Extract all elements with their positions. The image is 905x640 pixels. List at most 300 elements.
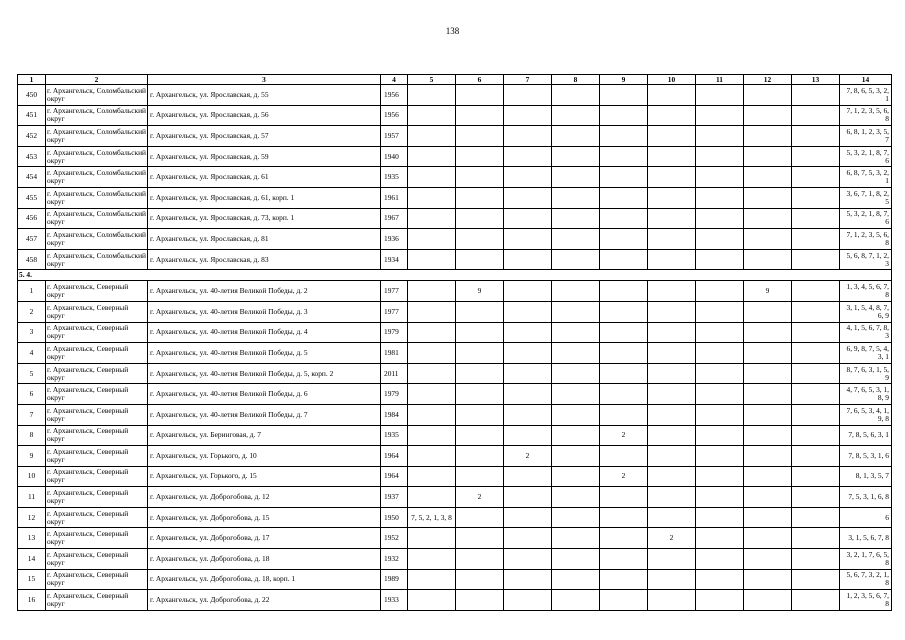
col6-cell (456, 549, 504, 570)
row-number: 14 (18, 549, 46, 570)
col11-cell (696, 507, 744, 528)
col7-cell (504, 187, 552, 208)
row-number: 453 (18, 146, 46, 167)
row-number: 8 (18, 425, 46, 446)
col10-cell (648, 301, 696, 322)
col8-cell (552, 229, 600, 250)
year-cell: 1979 (381, 322, 408, 343)
row-number: 10 (18, 466, 46, 487)
col13-cell (792, 146, 840, 167)
col8-cell (552, 126, 600, 147)
address-cell: г. Архангельск, ул. Ярославская, д. 59 (148, 146, 381, 167)
col6-cell (456, 249, 504, 270)
col14-cell: 8, 7, 6, 3, 1, 5, 9 (840, 363, 892, 384)
col6-cell (456, 85, 504, 106)
col13-cell (792, 590, 840, 611)
col7-cell (504, 507, 552, 528)
col11-cell (696, 281, 744, 302)
col-header: 13 (792, 75, 840, 85)
col-header: 4 (381, 75, 408, 85)
col-header: 7 (504, 75, 552, 85)
col-header: 12 (744, 75, 792, 85)
district-cell: г. Архангельск, Северный округ (46, 343, 148, 364)
col6-cell (456, 446, 504, 467)
col9-cell (600, 281, 648, 302)
col11-cell (696, 425, 744, 446)
row-number: 457 (18, 229, 46, 250)
row-number: 454 (18, 167, 46, 188)
col5-cell (408, 126, 456, 147)
col12-cell (744, 363, 792, 384)
district-cell: г. Архангельск, Северный округ (46, 507, 148, 528)
col8-cell (552, 487, 600, 508)
col7-cell (504, 105, 552, 126)
col6-cell (456, 105, 504, 126)
address-cell: г. Архангельск, ул. Ярославская, д. 83 (148, 249, 381, 270)
row-number: 6 (18, 384, 46, 405)
row-number: 13 (18, 528, 46, 549)
table-row (18, 343, 892, 364)
col12-cell (744, 528, 792, 549)
year-cell: 1957 (381, 126, 408, 147)
col10-cell (648, 146, 696, 167)
col12-cell (744, 249, 792, 270)
col14-cell: 6, 9, 8, 7, 5, 4, 3, 1 (840, 343, 892, 364)
address-cell: г. Архангельск, ул. Ярославская, д. 73, корп. 1 (148, 208, 381, 229)
col8-cell (552, 569, 600, 590)
year-cell: 1967 (381, 208, 408, 229)
year-cell: 1934 (381, 249, 408, 270)
address-cell: г. Архангельск, ул. Ярославская, д. 55 (148, 85, 381, 106)
district-cell: г. Архангельск, Соломбальский округ (46, 85, 148, 106)
address-cell: г. Архангельск, ул. Доброгобова, д. 18 (148, 549, 381, 570)
col6-cell: 2 (456, 487, 504, 508)
col9-cell (600, 85, 648, 106)
col10-cell (648, 363, 696, 384)
col5-cell (408, 146, 456, 167)
row-number: 4 (18, 343, 46, 364)
col7-cell (504, 208, 552, 229)
col12-cell (744, 301, 792, 322)
col10-cell (648, 507, 696, 528)
col11-cell (696, 404, 744, 425)
col6-cell (456, 363, 504, 384)
year-cell: 1981 (381, 343, 408, 364)
col9-cell (600, 343, 648, 364)
col11-cell (696, 590, 744, 611)
col7-cell (504, 343, 552, 364)
col7-cell (504, 404, 552, 425)
col5-cell (408, 208, 456, 229)
address-cell: г. Архангельск, ул. 40-летия Великой Победы, д. 6 (148, 384, 381, 405)
col7-cell (504, 363, 552, 384)
table-row (18, 301, 892, 322)
row-number: 3 (18, 322, 46, 343)
col10-cell (648, 281, 696, 302)
address-cell: г. Архангельск, ул. 40-летия Великой Победы, д. 7 (148, 404, 381, 425)
address-cell: г. Архангельск, ул. Доброгобова, д. 12 (148, 487, 381, 508)
district-cell: г. Архангельск, Соломбальский округ (46, 208, 148, 229)
district-cell: г. Архангельск, Соломбальский округ (46, 229, 148, 250)
col10-cell (648, 569, 696, 590)
col6-cell (456, 384, 504, 405)
col8-cell (552, 85, 600, 106)
col5-cell (408, 322, 456, 343)
col14-cell: 1, 3, 4, 5, 6, 7, 8 (840, 281, 892, 302)
col7-cell (504, 146, 552, 167)
col14-cell: 5, 3, 2, 1, 8, 7, 6 (840, 208, 892, 229)
col12-cell (744, 507, 792, 528)
col9-cell (600, 549, 648, 570)
col5-cell (408, 446, 456, 467)
col13-cell (792, 425, 840, 446)
col12-cell (744, 322, 792, 343)
col11-cell (696, 85, 744, 106)
col11-cell (696, 322, 744, 343)
col14-cell: 3, 2, 1, 7, 6, 5, 8 (840, 549, 892, 570)
row-number: 15 (18, 569, 46, 590)
district-cell: г. Архангельск, Соломбальский округ (46, 249, 148, 270)
col9-cell (600, 187, 648, 208)
col7-cell (504, 167, 552, 188)
year-cell: 1952 (381, 528, 408, 549)
col6-cell (456, 528, 504, 549)
address-cell: г. Архангельск, ул. Доброгобова, д. 18, корп. 1 (148, 569, 381, 590)
col-header: 14 (840, 75, 892, 85)
col8-cell (552, 507, 600, 528)
col13-cell (792, 507, 840, 528)
col9-cell (600, 487, 648, 508)
col13-cell (792, 384, 840, 405)
col5-cell (408, 404, 456, 425)
row-number: 455 (18, 187, 46, 208)
col7-cell (504, 384, 552, 405)
col5-cell (408, 187, 456, 208)
table-row (18, 249, 892, 270)
col6-cell (456, 343, 504, 364)
col8-cell (552, 363, 600, 384)
year-cell: 1950 (381, 507, 408, 528)
col12-cell (744, 208, 792, 229)
col14-cell: 6, 8, 7, 5, 3, 2, 1 (840, 167, 892, 188)
col6-cell (456, 590, 504, 611)
col-header: 3 (148, 75, 381, 85)
col14-cell: 8, 1, 3, 5, 7 (840, 466, 892, 487)
col13-cell (792, 229, 840, 250)
col6-cell (456, 126, 504, 147)
col8-cell (552, 549, 600, 570)
col14-cell: 4, 7, 6, 5, 3, 1, 8, 9 (840, 384, 892, 405)
col12-cell (744, 487, 792, 508)
col5-cell (408, 466, 456, 487)
col12-cell (744, 126, 792, 147)
col12-cell (744, 343, 792, 364)
col10-cell (648, 466, 696, 487)
col-header: 2 (46, 75, 148, 85)
address-cell: г. Архангельск, ул. Ярославская, д. 56 (148, 105, 381, 126)
col5-cell (408, 85, 456, 106)
district-cell: г. Архангельск, Северный округ (46, 569, 148, 590)
col-header: 1 (18, 75, 46, 85)
row-number: 452 (18, 126, 46, 147)
col11-cell (696, 528, 744, 549)
col8-cell (552, 167, 600, 188)
district-cell: г. Архангельск, Северный округ (46, 466, 148, 487)
row-number: 451 (18, 105, 46, 126)
year-cell: 1932 (381, 549, 408, 570)
col11-cell (696, 363, 744, 384)
col11-cell (696, 487, 744, 508)
district-cell: г. Архангельск, Соломбальский округ (46, 126, 148, 147)
col13-cell (792, 343, 840, 364)
col13-cell (792, 446, 840, 467)
address-cell: г. Архангельск, ул. Горького, д. 10 (148, 446, 381, 467)
table-row (18, 167, 892, 188)
col13-cell (792, 187, 840, 208)
col14-cell: 1, 2, 3, 5, 6, 7, 8 (840, 590, 892, 611)
col11-cell (696, 249, 744, 270)
table-row (18, 85, 892, 106)
col11-cell (696, 446, 744, 467)
year-cell: 1977 (381, 301, 408, 322)
col9-cell (600, 590, 648, 611)
col14-cell: 7, 8, 5, 6, 3, 1 (840, 425, 892, 446)
col14-cell: 7, 6, 5, 3, 4, 1, 9, 8 (840, 404, 892, 425)
year-cell: 1936 (381, 229, 408, 250)
col6-cell (456, 425, 504, 446)
col6-cell (456, 301, 504, 322)
col11-cell (696, 343, 744, 364)
col9-cell (600, 146, 648, 167)
address-cell: г. Архангельск, ул. 40-летия Великой Победы, д. 5, корп. 2 (148, 363, 381, 384)
col10-cell (648, 208, 696, 229)
year-cell: 1940 (381, 146, 408, 167)
district-cell: г. Архангельск, Северный округ (46, 322, 148, 343)
col10-cell (648, 85, 696, 106)
col7-cell (504, 249, 552, 270)
col5-cell (408, 301, 456, 322)
col14-cell: 5, 6, 8, 7, 1, 2, 3 (840, 249, 892, 270)
col11-cell (696, 569, 744, 590)
col14-cell: 6, 8, 1, 2, 3, 5, 7 (840, 126, 892, 147)
col14-cell: 4, 1, 5, 6, 7, 8, 3 (840, 322, 892, 343)
col8-cell (552, 590, 600, 611)
row-number: 456 (18, 208, 46, 229)
col12-cell (744, 229, 792, 250)
table-row (18, 549, 892, 570)
section-label: 5. 4. (18, 270, 892, 281)
table-row (18, 446, 892, 467)
col6-cell (456, 167, 504, 188)
col8-cell (552, 466, 600, 487)
col6-cell (456, 466, 504, 487)
col12-cell (744, 105, 792, 126)
col11-cell (696, 208, 744, 229)
col11-cell (696, 384, 744, 405)
col6-cell (456, 322, 504, 343)
col7-cell (504, 126, 552, 147)
year-cell: 1964 (381, 466, 408, 487)
table-row (18, 363, 892, 384)
col8-cell (552, 187, 600, 208)
col10-cell (648, 446, 696, 467)
district-cell: г. Архангельск, Северный округ (46, 404, 148, 425)
table-row (18, 590, 892, 611)
col13-cell (792, 167, 840, 188)
table-row (18, 281, 892, 302)
table-row (18, 105, 892, 126)
col12-cell (744, 85, 792, 106)
district-cell: г. Архангельск, Северный округ (46, 446, 148, 467)
col5-cell: 7, 5, 2, 1, 3, 8 (408, 507, 456, 528)
row-number: 2 (18, 301, 46, 322)
year-cell: 1956 (381, 85, 408, 106)
col5-cell (408, 528, 456, 549)
row-number: 458 (18, 249, 46, 270)
page-number: 138 (445, 26, 460, 36)
table-row (18, 466, 892, 487)
col5-cell (408, 105, 456, 126)
address-cell: г. Архангельск, ул. 40-летия Великой Победы, д. 5 (148, 343, 381, 364)
col13-cell (792, 301, 840, 322)
year-cell: 1977 (381, 281, 408, 302)
address-cell: г. Архангельск, ул. 40-летия Великой Победы, д. 3 (148, 301, 381, 322)
col10-cell: 2 (648, 528, 696, 549)
col14-cell: 7, 5, 3, 1, 6, 8 (840, 487, 892, 508)
district-cell: г. Архангельск, Северный округ (46, 301, 148, 322)
district-cell: г. Архангельск, Северный округ (46, 487, 148, 508)
col6-cell (456, 208, 504, 229)
col14-cell: 7, 1, 2, 3, 5, 6, 8 (840, 105, 892, 126)
col11-cell (696, 146, 744, 167)
col5-cell (408, 281, 456, 302)
col14-cell: 7, 8, 6, 5, 3, 2, 1 (840, 85, 892, 106)
col9-cell (600, 105, 648, 126)
col13-cell (792, 281, 840, 302)
col14-cell: 5, 3, 2, 1, 8, 7, 6 (840, 146, 892, 167)
col13-cell (792, 569, 840, 590)
table-row (18, 229, 892, 250)
col13-cell (792, 528, 840, 549)
col9-cell (600, 404, 648, 425)
col6-cell (456, 187, 504, 208)
col10-cell (648, 187, 696, 208)
col5-cell (408, 549, 456, 570)
district-cell: г. Архангельск, Северный округ (46, 281, 148, 302)
year-cell: 1984 (381, 404, 408, 425)
row-number: 12 (18, 507, 46, 528)
district-cell: г. Архангельск, Северный округ (46, 590, 148, 611)
col12-cell (744, 146, 792, 167)
col11-cell (696, 187, 744, 208)
col5-cell (408, 229, 456, 250)
district-cell: г. Архангельск, Соломбальский округ (46, 105, 148, 126)
section-row (18, 270, 892, 281)
col13-cell (792, 105, 840, 126)
col11-cell (696, 229, 744, 250)
col8-cell (552, 425, 600, 446)
col12-cell (744, 466, 792, 487)
col-header: 10 (648, 75, 696, 85)
col8-cell (552, 322, 600, 343)
col10-cell (648, 126, 696, 147)
col14-cell: 5, 6, 7, 3, 2, 1, 8 (840, 569, 892, 590)
col-header: 11 (696, 75, 744, 85)
col10-cell (648, 487, 696, 508)
district-cell: г. Архангельск, Соломбальский округ (46, 167, 148, 188)
row-number: 11 (18, 487, 46, 508)
col10-cell (648, 549, 696, 570)
table-row (18, 146, 892, 167)
col11-cell (696, 549, 744, 570)
year-cell: 2011 (381, 363, 408, 384)
col13-cell (792, 363, 840, 384)
col12-cell: 9 (744, 281, 792, 302)
col6-cell (456, 507, 504, 528)
district-cell: г. Архангельск, Северный округ (46, 425, 148, 446)
col7-cell (504, 425, 552, 446)
address-cell: г. Архангельск, ул. Доброгобова, д. 17 (148, 528, 381, 549)
col10-cell (648, 105, 696, 126)
col5-cell (408, 569, 456, 590)
col8-cell (552, 404, 600, 425)
col9-cell: 2 (600, 466, 648, 487)
col9-cell (600, 249, 648, 270)
col13-cell (792, 249, 840, 270)
col11-cell (696, 105, 744, 126)
col8-cell (552, 208, 600, 229)
district-cell: г. Архангельск, Северный округ (46, 363, 148, 384)
col12-cell (744, 187, 792, 208)
col6-cell (456, 404, 504, 425)
col12-cell (744, 549, 792, 570)
district-cell: г. Архангельск, Северный округ (46, 384, 148, 405)
col9-cell (600, 384, 648, 405)
col10-cell (648, 249, 696, 270)
col14-cell: 3, 1, 5, 6, 7, 8 (840, 528, 892, 549)
address-cell: г. Архангельск, ул. 40-летия Великой Победы, д. 4 (148, 322, 381, 343)
col7-cell (504, 487, 552, 508)
row-number: 450 (18, 85, 46, 106)
table-row (18, 384, 892, 405)
col7-cell (504, 549, 552, 570)
col7-cell (504, 301, 552, 322)
col5-cell (408, 167, 456, 188)
year-cell: 1935 (381, 425, 408, 446)
table-row (18, 322, 892, 343)
col5-cell (408, 343, 456, 364)
col10-cell (648, 404, 696, 425)
col10-cell (648, 343, 696, 364)
col14-cell: 6 (840, 507, 892, 528)
col14-cell: 7, 8, 5, 3, 1, 6 (840, 446, 892, 467)
address-cell: г. Архангельск, ул. 40-летия Великой Победы, д. 2 (148, 281, 381, 302)
col11-cell (696, 126, 744, 147)
col8-cell (552, 343, 600, 364)
table-row (18, 487, 892, 508)
col10-cell (648, 425, 696, 446)
col8-cell (552, 446, 600, 467)
col13-cell (792, 549, 840, 570)
col5-cell (408, 249, 456, 270)
col8-cell (552, 384, 600, 405)
col13-cell (792, 466, 840, 487)
register-table (17, 74, 892, 611)
col9-cell (600, 569, 648, 590)
address-cell: г. Архангельск, ул. Ярославская, д. 57 (148, 126, 381, 147)
col5-cell (408, 425, 456, 446)
col13-cell (792, 85, 840, 106)
